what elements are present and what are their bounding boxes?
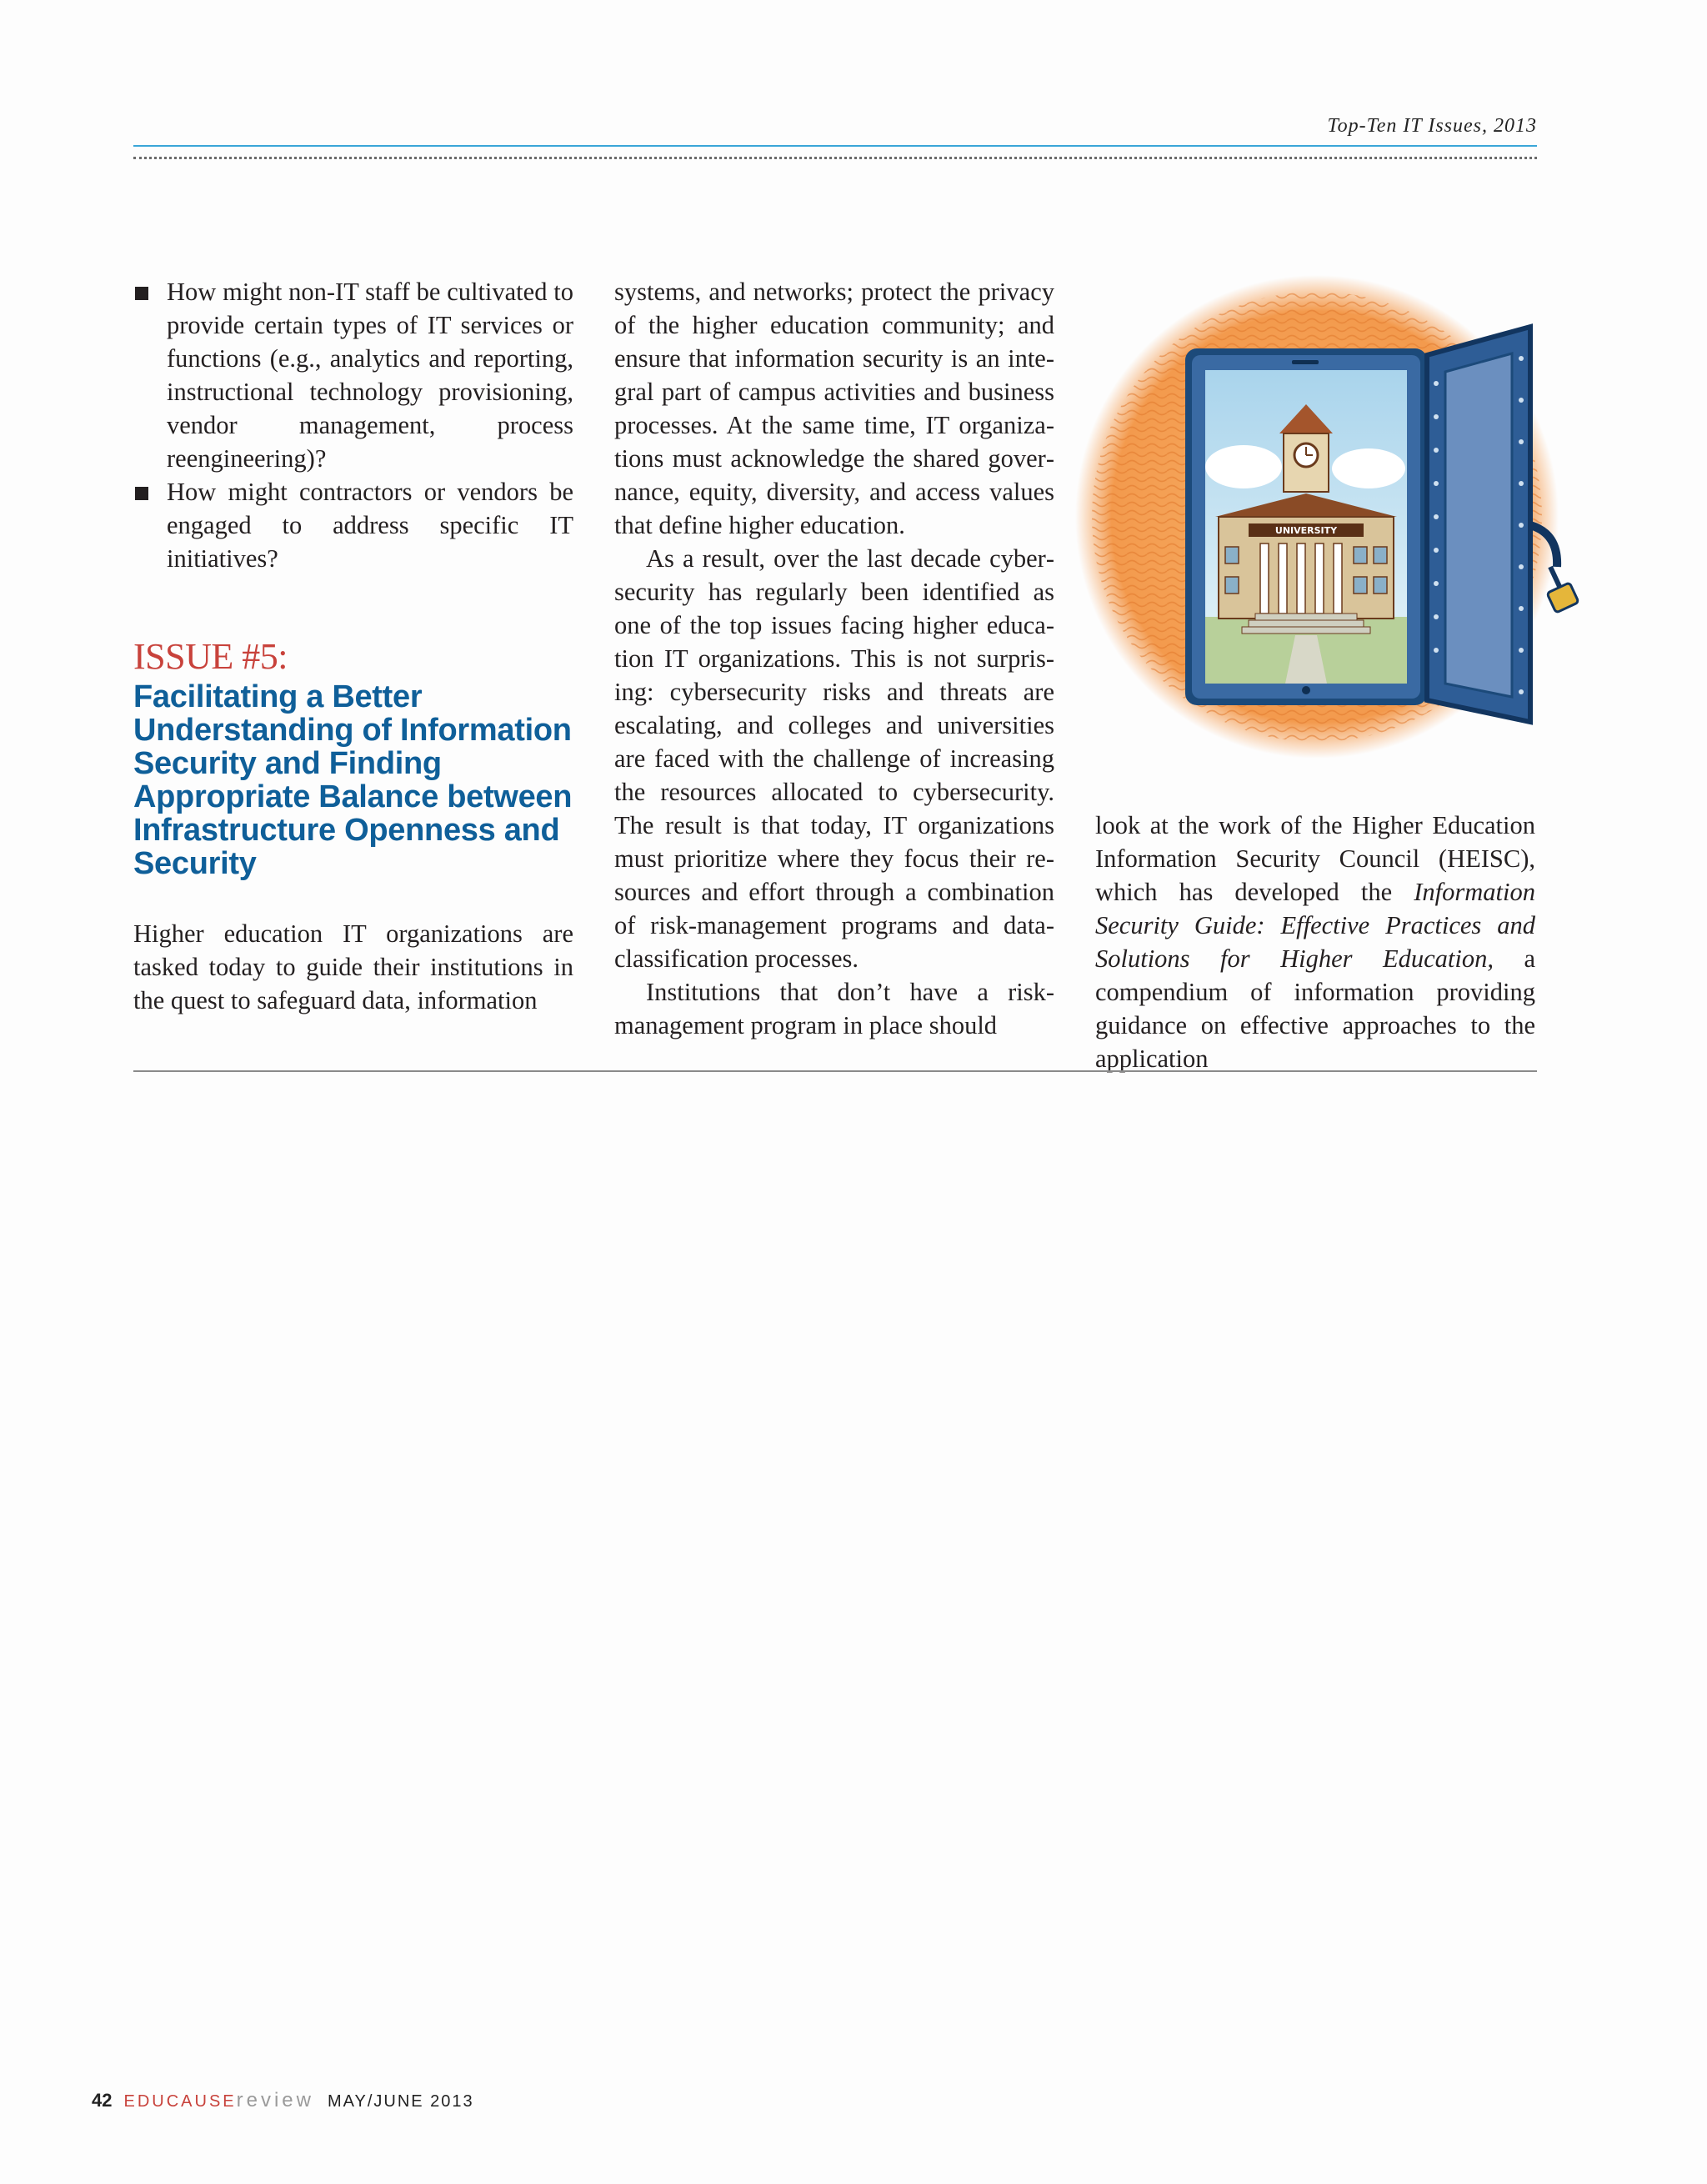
list-item [133, 275, 573, 475]
vault-door-university-illustration [1067, 250, 1600, 784]
body-paragraph: As a result, over the last decade cybersecurity has regularly been identified as one of the top issues facing higher education IT organizations. This is not surprising: cybersecurity risks and threats are escalating, and colleges and universities are faced with the challenge of increasing the resources allocated to cybersecurity. The result is that today, IT organizations must prioritize where they focus their resources and effort through a combination of risk-management programs and data-classification processes. [614, 544, 1054, 973]
running-head: Top-Ten IT Issues, 2013 [1327, 115, 1537, 137]
brand-secondary: review [236, 2089, 314, 2111]
issue-label: ISSUE #5: [133, 636, 288, 677]
body-paragraph: Institutions that don’t have a risk-management program in place should [614, 978, 1054, 1039]
university-screen [1205, 370, 1407, 684]
university-sign: UNIVERSITY [1274, 525, 1338, 536]
brand-primary: EDUCAUSE [123, 2092, 237, 2111]
column-2 [614, 275, 1054, 1042]
bullet-list [133, 275, 573, 575]
square-bullet-icon [135, 487, 148, 500]
page-number: 42 [92, 2090, 113, 2111]
list-item [133, 475, 573, 575]
header-rule [133, 145, 1537, 147]
body-paragraph: Higher education IT organizations are tasked today to guide their institutions in the quest to safeguard data, information [133, 919, 573, 1014]
body-paragraph: systems, and networks; protect the privacy of the higher education community; and ensure that information security is an integral part of campus activities and business processes. At the same time, IT organizations must acknowledge the shared governance, equity, diversity, and access values that define higher education. [614, 278, 1054, 539]
bullet-text: How might non-IT staff be cultivated to provide certain types of IT services or functions (e.g., analytics and reporting, instructional technology provisioning, vendor management, process reengineering)? [167, 278, 573, 473]
square-bullet-icon [135, 287, 148, 300]
column-3 [1095, 809, 1535, 1075]
bullet-text: How might contractors or vendors be engaged to address specific IT initiatives? [167, 478, 573, 573]
body-text: a compendium of information providing guidance on effective approaches to the application [1095, 944, 1535, 1073]
page-footer [92, 2089, 474, 2112]
bottom-rule [133, 1070, 1537, 1072]
body-paragraph [1095, 809, 1535, 1075]
issue-date: MAY/JUNE 2013 [327, 2092, 474, 2111]
issue-title: Facilitating a Better Understanding of Information Security and Finding Appropriate Balance between Infrastructure Openness and Security [133, 679, 573, 881]
vault-door [1427, 327, 1530, 722]
column-1 [133, 275, 573, 1017]
guide-title: Information Security Guide: Effective Practices and Solutions for Higher Education, [1095, 878, 1535, 973]
building [1215, 493, 1397, 634]
body-text: look at the work of the Higher Education Information Security Council (HEISC), which has developed the [1095, 811, 1535, 906]
header-dotted-rule [133, 157, 1537, 159]
